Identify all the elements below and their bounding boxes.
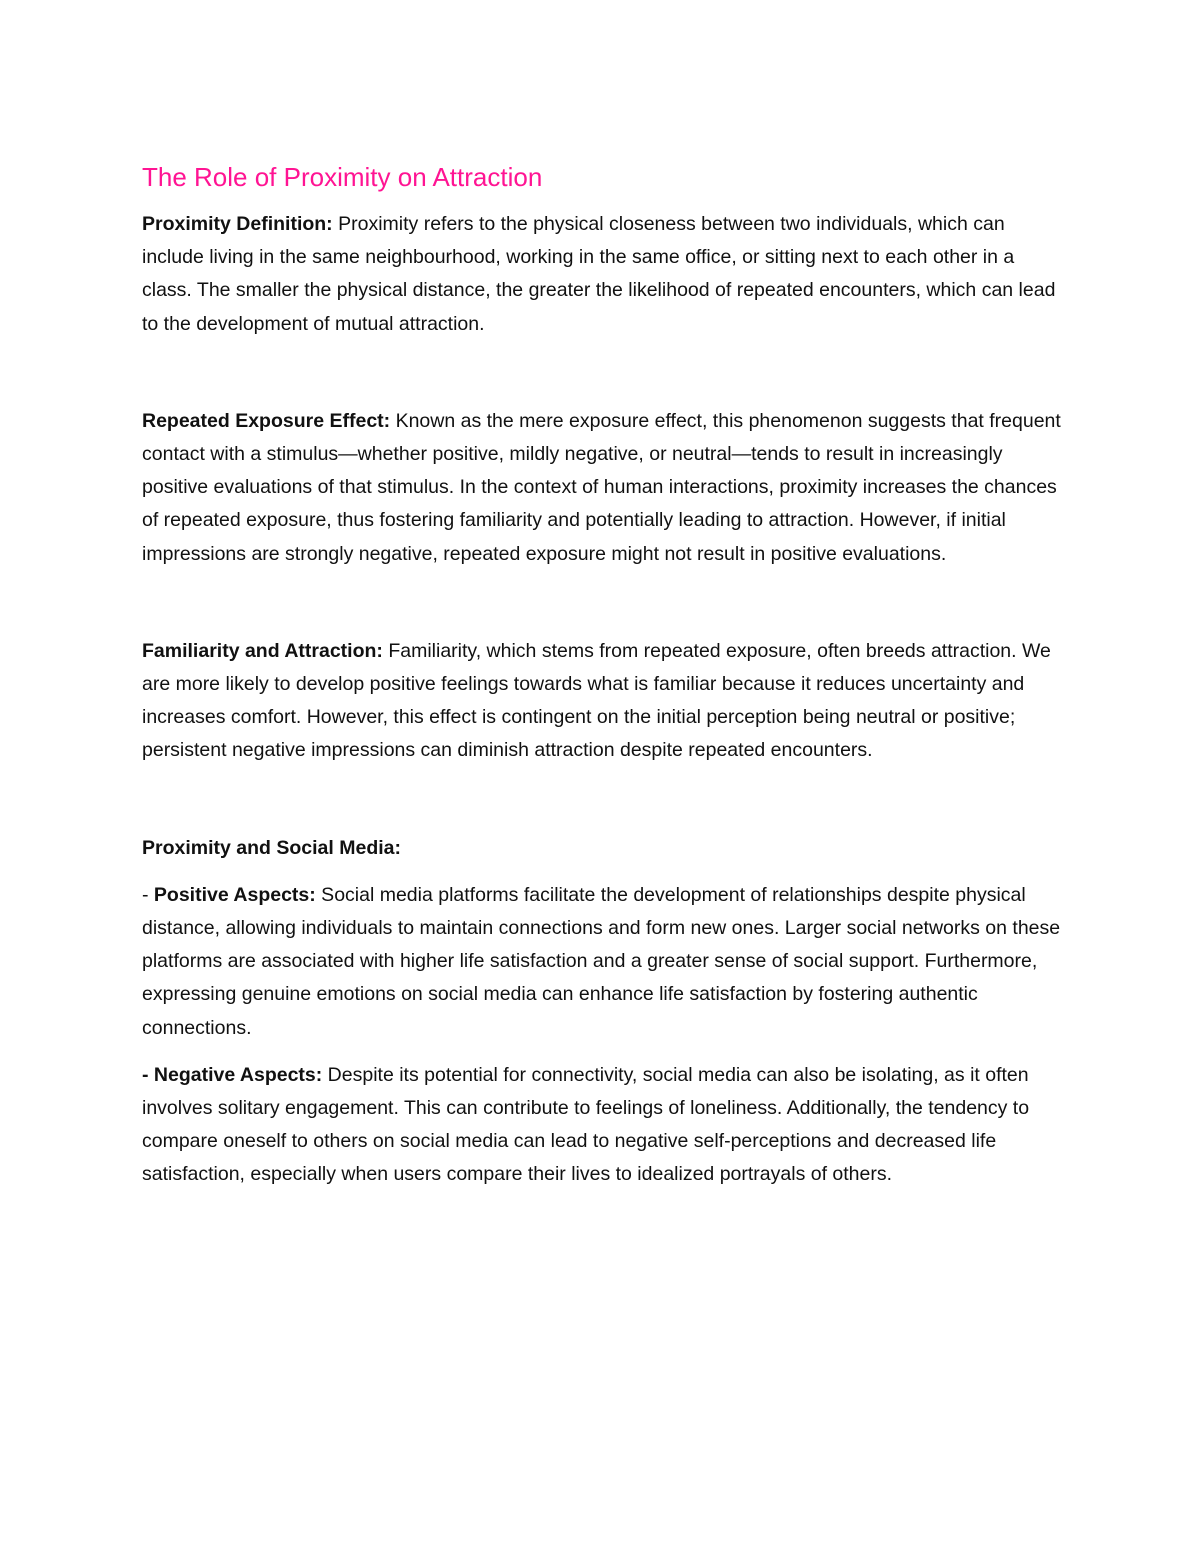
section-spacer — [142, 341, 1062, 405]
section-text: Known as the mere exposure effect, this phenomenon suggests that frequent contact with a stimulus—whether positive, mildly negative, or neutral—tends to result in increasingly positive evaluations of that stimulus. In the context of human interactions, proximity increases the chances of repeated exposure, thus fostering familiarity and potentially leading to attraction. However, if initial impressions are strongly negative, repeated exposure might not result in positive evaluations. — [142, 409, 1061, 565]
section-text: Familiarity, which stems from repeated exposure, often breeds attraction. We are more likely to develop positive feelings towards what is familiar because it reduces uncertainty and increases comfort. However, this effect is contingent on the initial perception being neutral or positive; persistent negative impressions can diminish attraction despite repeated encounters. — [142, 639, 1051, 762]
social-media-positive — [142, 879, 1062, 1045]
section-term: Repeated Exposure Effect: — [142, 409, 391, 432]
document-content — [142, 158, 1062, 1192]
section-proximity-definition — [142, 208, 1062, 341]
document-title: The Role of Proximity on Attraction — [142, 162, 543, 192]
section-familiarity — [142, 635, 1062, 768]
bullet-prefix: - — [142, 1063, 154, 1086]
section-term: Familiarity and Attraction: — [142, 639, 383, 662]
social-media-heading: Proximity and Social Media: — [142, 836, 401, 859]
social-media-negative — [142, 1059, 1062, 1192]
bullet-text: Social media platforms facilitate the development of relationships despite physical distance, allowing individuals to maintain connections and form new ones. Larger social networks on these platforms are associated with higher life satisfaction and a greater sense of social support. Furthermore, expressing genuine emotions on social media can enhance life satisfaction by fostering authentic connections. — [142, 883, 1061, 1039]
section-repeated-exposure — [142, 405, 1062, 571]
bullet-prefix: - — [142, 883, 154, 906]
section-spacer — [142, 571, 1062, 635]
section-text: Proximity refers to the physical closeness between two individuals, which can include living in the same neighbourhood, working in the same office, or sitting next to each other in a class. The smaller the physical distance, the greater the likelihood of repeated encounters, which can lead to the development of mutual attraction. — [142, 213, 1056, 335]
section-term: Proximity Definition: — [142, 213, 333, 235]
bullet-text: Despite its potential for connectivity, social media can also be isolating, as it often involves solitary engagement. This can contribute to feelings of loneliness. Additionally, the tendency to compare oneself to others on social media can lead to negative self-perceptions and decreased life satisfaction, especially when users compare their lives to idealized portrayals of others. — [142, 1063, 1030, 1186]
bullet-term: Negative Aspects: — [153, 1063, 323, 1086]
section-spacer — [142, 1045, 1062, 1059]
bullet-term: Positive Aspects: — [153, 883, 316, 906]
section-spacer — [142, 865, 1062, 879]
section-spacer — [142, 768, 1062, 832]
